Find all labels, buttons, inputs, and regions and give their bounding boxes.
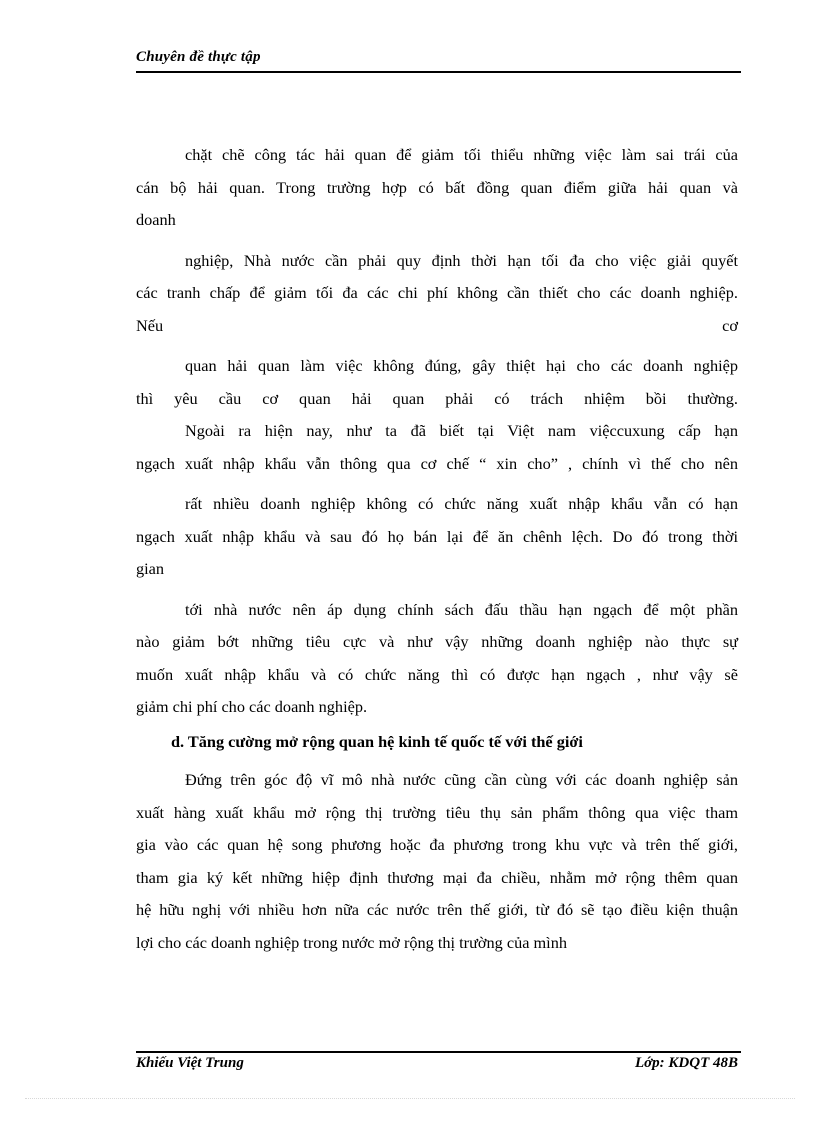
paragraph-line: Đứng trên góc độ vĩ mô nhà nước cũng cần cùng với các doanh nghiệp sản [185, 770, 738, 789]
paragraph-line: gian [136, 559, 165, 578]
paragraph-line: tới nhà nước nên áp dụng chính sách đấu thầu hạn ngạch để một phần [185, 599, 738, 619]
section-heading: d. Tăng cường mở rộng quan hệ kinh tế quốc tế với thế giới [171, 731, 583, 751]
paragraph-line: quan hải quan làm việc không đúng, gây thiệt hại cho các doanh nghiệp [185, 356, 738, 375]
line-right-word: cơ [722, 315, 738, 335]
paragraph-line: chặt chẽ công tác hải quan để giảm tối thiểu những việc làm sai trái của [185, 145, 738, 164]
footer-class: Lớp: KDQT 48B [634, 1055, 738, 1071]
paragraph-line: nghiệp, Nhà nước cần phải quy định thời hạn tối đa cho việc giải quyết [185, 250, 738, 270]
paragraph-line: gia vào các quan hệ song phương hoặc đa phương trong khu vực và trên thế giới, [136, 835, 738, 854]
paragraph-line: xuất hàng xuất khẩu mở rộng thị trường tiêu thụ sản phẩm thông qua việc tham [136, 802, 738, 822]
page-header [136, 48, 741, 70]
paragraph-line: cán bộ hải quan. Trong trường hợp có bất đồng quan điểm giữa hải quan và [136, 177, 738, 197]
paragraph-line: rất nhiều doanh nghiệp không có chức năng xuất nhập khẩu vẫn có hạn [185, 494, 738, 513]
header-rule [136, 71, 741, 73]
paragraph-line: các tranh chấp để giảm tối đa các chi phí không cần thiết cho các doanh nghiệp. [136, 283, 738, 302]
paragraph-line: lợi cho các doanh nghiệp trong nước mở rộng thị trường của mình [136, 932, 567, 952]
page-footer [136, 1055, 738, 1072]
header-title: Chuyên đề thực tập [136, 49, 261, 65]
page-edge-divider [25, 1098, 795, 1099]
line-left-word: Nếu [136, 315, 164, 335]
paragraph-line: giảm chi phí cho các doanh nghiệp. [136, 697, 368, 716]
footer-rule [136, 1051, 741, 1053]
paragraph-line: muốn xuất nhập khẩu và có chức năng thì có được hạn ngạch , như vậy sẽ [136, 664, 738, 684]
paragraph-line: thì yêu cầu cơ quan hải quan phải có trách nhiệm bồi thường. [136, 388, 738, 408]
paragraph-line: tham gia ký kết những hiệp định thương mại đa chiều, nhằm mở rộng thêm quan [136, 867, 738, 887]
paragraph-line-split [136, 310, 738, 343]
paragraph-line: doanh [136, 210, 176, 229]
paragraph-line: hệ hữu nghị với nhiều hơn nữa các nước trên thế giới, từ đó sẽ tạo điều kiện thuận [136, 900, 738, 919]
paragraph-line: nào giảm bớt những tiêu cực và như vậy những doanh nghiệp nào thực sự [136, 632, 738, 651]
footer-author: Khiếu Việt Trung [136, 1055, 244, 1071]
paragraph-line: ngạch xuất nhập khẩu và sau đó họ bán lại để ăn chênh lệch. Do đó trong thời [136, 526, 738, 546]
paragraph-line: Ngoài ra hiện nay, như ta đã biết tại Việt nam việccuxung cấp hạn [185, 421, 738, 440]
paragraph-line: ngạch xuất nhập khẩu vẫn thông qua cơ chế “ xin cho” , chính vì thế cho nên [136, 453, 738, 473]
document-body [136, 139, 738, 959]
